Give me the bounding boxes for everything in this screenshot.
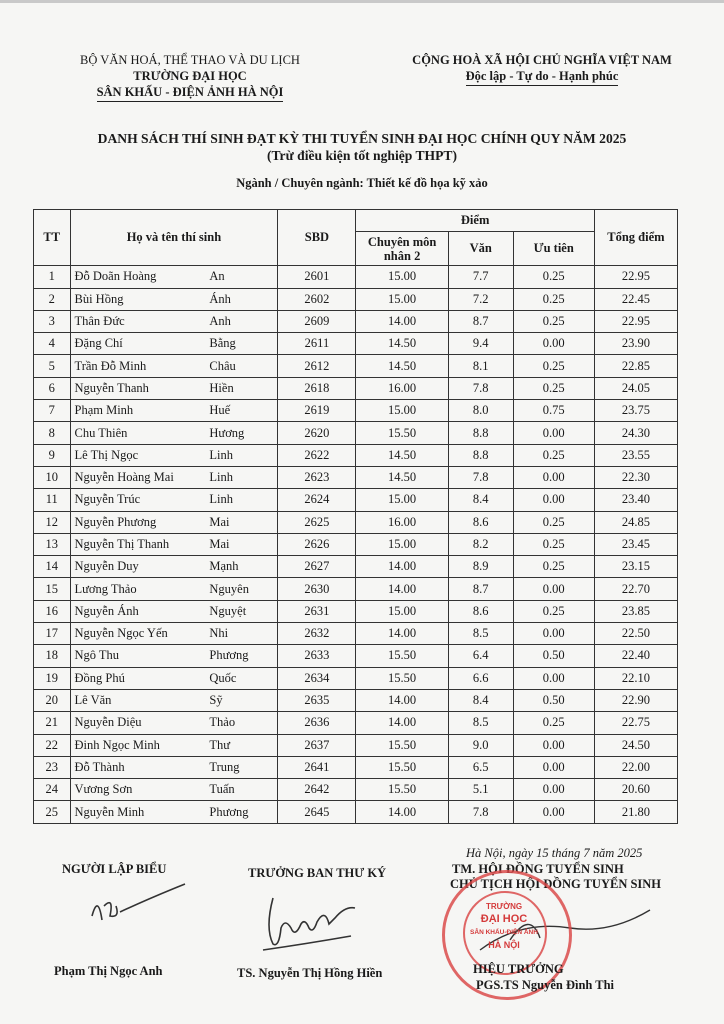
table-row bbox=[34, 266, 678, 288]
table-row bbox=[34, 556, 678, 578]
table-row bbox=[34, 333, 678, 355]
score-chuyen-mon: 16.00 bbox=[356, 511, 448, 533]
candidate-sbd: 2637 bbox=[278, 734, 356, 756]
given-name: Hương bbox=[209, 425, 245, 440]
score-van: 7.8 bbox=[448, 466, 513, 488]
given-name: Bằng bbox=[209, 336, 236, 351]
score-chuyen-mon: 14.00 bbox=[356, 689, 448, 711]
score-van: 8.7 bbox=[448, 578, 513, 600]
score-total: 22.85 bbox=[594, 355, 677, 377]
candidate-sbd: 2641 bbox=[278, 756, 356, 778]
score-total: 24.50 bbox=[594, 734, 677, 756]
family-name: Phạm Minh bbox=[74, 403, 134, 418]
candidate-name bbox=[70, 689, 278, 711]
council-line1: TM. HỘI ĐỒNG TUYỂN SINH bbox=[452, 862, 624, 876]
score-van: 8.9 bbox=[448, 556, 513, 578]
score-van: 8.4 bbox=[448, 489, 513, 511]
row-number: 19 bbox=[34, 667, 71, 689]
given-name: Châu bbox=[209, 358, 236, 373]
document-title bbox=[0, 130, 724, 164]
score-uu-tien: 0.25 bbox=[513, 444, 594, 466]
national-header bbox=[372, 52, 712, 86]
given-name: Phương bbox=[209, 804, 249, 819]
family-name: Đặng Chí bbox=[74, 336, 123, 351]
candidate-sbd: 2630 bbox=[278, 578, 356, 600]
table-row bbox=[34, 511, 678, 533]
score-van: 8.8 bbox=[448, 422, 513, 444]
school-name-line2: SÂN KHẤU - ĐIỆN ẢNH HÀ NỘI bbox=[97, 84, 284, 102]
header-tt: TT bbox=[34, 210, 71, 266]
score-total: 21.80 bbox=[594, 801, 677, 823]
score-uu-tien: 0.25 bbox=[513, 310, 594, 332]
score-van: 7.8 bbox=[448, 801, 513, 823]
row-number: 1 bbox=[34, 266, 71, 288]
table-row bbox=[34, 734, 678, 756]
score-total: 20.60 bbox=[594, 779, 677, 801]
title-main: DANH SÁCH THÍ SINH ĐẠT KỲ THI TUYỂN SINH ĐẠI HỌC CHÍNH QUY NĂM 2025 bbox=[97, 131, 627, 146]
given-name: Linh bbox=[209, 470, 233, 485]
candidate-name bbox=[70, 801, 278, 823]
table-row bbox=[34, 422, 678, 444]
score-total: 22.90 bbox=[594, 689, 677, 711]
score-total: 23.40 bbox=[594, 489, 677, 511]
family-name: Trần Đỗ Minh bbox=[74, 358, 147, 373]
score-van: 8.6 bbox=[448, 600, 513, 622]
header-diem: Điểm bbox=[356, 210, 594, 232]
score-chuyen-mon: 15.00 bbox=[356, 266, 448, 288]
score-total: 23.15 bbox=[594, 556, 677, 578]
candidate-name bbox=[70, 533, 278, 555]
given-name: Mai bbox=[209, 514, 230, 529]
stamp-line4: HÀ NỘI bbox=[488, 940, 520, 950]
score-total: 24.05 bbox=[594, 377, 677, 399]
score-total: 23.55 bbox=[594, 444, 677, 466]
table-row bbox=[34, 623, 678, 645]
score-uu-tien: 0.25 bbox=[513, 355, 594, 377]
candidate-sbd: 2634 bbox=[278, 667, 356, 689]
score-chuyen-mon: 14.00 bbox=[356, 578, 448, 600]
row-number: 18 bbox=[34, 645, 71, 667]
score-uu-tien: 0.25 bbox=[513, 288, 594, 310]
table-row bbox=[34, 712, 678, 734]
score-uu-tien: 0.50 bbox=[513, 689, 594, 711]
candidate-name bbox=[70, 444, 278, 466]
candidate-sbd: 2609 bbox=[278, 310, 356, 332]
table-row bbox=[34, 801, 678, 823]
candidate-sbd: 2631 bbox=[278, 600, 356, 622]
family-name: Lương Thảo bbox=[74, 581, 137, 596]
candidate-sbd: 2632 bbox=[278, 623, 356, 645]
score-total: 22.95 bbox=[594, 266, 677, 288]
score-total: 22.30 bbox=[594, 466, 677, 488]
family-name: Đồng Phú bbox=[74, 670, 125, 685]
title-sub: (Trừ điều kiện tốt nghiệp THPT) bbox=[266, 148, 458, 163]
stamp-line2: ĐẠI HỌC bbox=[480, 913, 528, 925]
given-name: Linh bbox=[209, 492, 233, 507]
row-number: 25 bbox=[34, 801, 71, 823]
candidate-name bbox=[70, 712, 278, 734]
stamp-line3: SÂN KHẤU-ĐIỆN ẢNH bbox=[470, 929, 538, 936]
score-total: 23.45 bbox=[594, 533, 677, 555]
row-number: 6 bbox=[34, 377, 71, 399]
score-van: 6.5 bbox=[448, 756, 513, 778]
candidate-sbd: 2602 bbox=[278, 288, 356, 310]
given-name: An bbox=[209, 269, 225, 284]
family-name: Bùi Hồng bbox=[74, 291, 124, 306]
candidate-sbd: 2633 bbox=[278, 645, 356, 667]
family-name: Nguyễn Thị Thanh bbox=[74, 537, 170, 551]
row-number: 23 bbox=[34, 756, 71, 778]
score-uu-tien: 0.50 bbox=[513, 645, 594, 667]
score-chuyen-mon: 15.00 bbox=[356, 533, 448, 555]
family-name: Lê Thị Ngọc bbox=[74, 447, 139, 462]
score-uu-tien: 0.25 bbox=[513, 712, 594, 734]
candidate-sbd: 2624 bbox=[278, 489, 356, 511]
given-name: Trung bbox=[209, 759, 240, 774]
given-name: Nhi bbox=[209, 626, 229, 641]
family-name: Chu Thiên bbox=[74, 425, 128, 440]
score-chuyen-mon: 14.50 bbox=[356, 466, 448, 488]
council-line2: CHỦ TỊCH HỘI ĐỒNG TUYỂN SINH bbox=[450, 877, 662, 891]
row-number: 14 bbox=[34, 556, 71, 578]
score-van: 8.5 bbox=[448, 623, 513, 645]
score-uu-tien: 0.25 bbox=[513, 533, 594, 555]
score-total: 22.50 bbox=[594, 623, 677, 645]
family-name: Thân Đức bbox=[74, 314, 125, 329]
score-uu-tien: 0.00 bbox=[513, 734, 594, 756]
score-van: 7.7 bbox=[448, 266, 513, 288]
score-uu-tien: 0.00 bbox=[513, 756, 594, 778]
score-chuyen-mon: 15.50 bbox=[356, 779, 448, 801]
preparer-name: Phạm Thị Ngọc Anh bbox=[54, 964, 163, 978]
ministry-name: BỘ VĂN HOÁ, THỂ THAO VÀ DU LỊCH bbox=[80, 53, 300, 67]
family-name: Nguyễn Hoàng Mai bbox=[74, 470, 174, 485]
score-uu-tien: 0.75 bbox=[513, 400, 594, 422]
score-uu-tien: 0.25 bbox=[513, 556, 594, 578]
score-chuyen-mon: 14.00 bbox=[356, 310, 448, 332]
table-row bbox=[34, 400, 678, 422]
given-name: Tuấn bbox=[209, 782, 235, 797]
candidate-name bbox=[70, 756, 278, 778]
row-number: 9 bbox=[34, 444, 71, 466]
secretary-name: TS. Nguyễn Thị Hồng Hiền bbox=[237, 966, 383, 980]
row-number: 24 bbox=[34, 779, 71, 801]
candidate-sbd: 2642 bbox=[278, 779, 356, 801]
candidate-name bbox=[70, 578, 278, 600]
score-chuyen-mon: 14.00 bbox=[356, 623, 448, 645]
candidate-sbd: 2626 bbox=[278, 533, 356, 555]
given-name: Quốc bbox=[209, 670, 237, 685]
candidate-sbd: 2620 bbox=[278, 422, 356, 444]
family-name: Nguyễn Duy bbox=[74, 559, 139, 574]
score-uu-tien: 0.25 bbox=[513, 266, 594, 288]
preparer-role: NGƯỜI LẬP BIỂU bbox=[62, 862, 167, 876]
score-total: 22.40 bbox=[594, 645, 677, 667]
family-name: Đinh Ngọc Minh bbox=[74, 737, 160, 752]
score-uu-tien: 0.00 bbox=[513, 779, 594, 801]
row-number: 8 bbox=[34, 422, 71, 444]
secretary-signature bbox=[255, 878, 375, 958]
header-tong: Tổng điểm bbox=[594, 210, 677, 266]
score-chuyen-mon: 15.50 bbox=[356, 756, 448, 778]
score-van: 5.1 bbox=[448, 779, 513, 801]
score-van: 9.0 bbox=[448, 734, 513, 756]
family-name: Nguyễn Ngọc Yến bbox=[74, 626, 168, 641]
score-total: 22.70 bbox=[594, 578, 677, 600]
candidate-sbd: 2612 bbox=[278, 355, 356, 377]
table-row bbox=[34, 489, 678, 511]
scan-edge bbox=[0, 0, 724, 3]
table-row bbox=[34, 689, 678, 711]
national-motto: Độc lập - Tự do - Hạnh phúc bbox=[466, 68, 619, 86]
family-name: Nguyễn Ánh bbox=[74, 603, 139, 618]
score-uu-tien: 0.25 bbox=[513, 600, 594, 622]
family-name: Đỗ Thành bbox=[74, 759, 125, 774]
candidate-rows bbox=[34, 266, 678, 823]
given-name: Sỹ bbox=[209, 693, 223, 708]
score-uu-tien: 0.00 bbox=[513, 623, 594, 645]
issuer-header bbox=[40, 52, 340, 102]
candidate-sbd: 2619 bbox=[278, 400, 356, 422]
family-name: Vương Sơn bbox=[74, 782, 133, 797]
rector-name: PGS.TS Nguyễn Đình Thi bbox=[476, 978, 615, 992]
family-name: Nguyễn Phương bbox=[74, 514, 157, 529]
score-chuyen-mon: 15.50 bbox=[356, 667, 448, 689]
score-van: 9.4 bbox=[448, 333, 513, 355]
table-row bbox=[34, 310, 678, 332]
score-van: 6.4 bbox=[448, 645, 513, 667]
score-uu-tien: 0.00 bbox=[513, 466, 594, 488]
header-chuyen-mon: Chuyên môn nhân 2 bbox=[356, 232, 448, 266]
header-name: Họ và tên thí sinh bbox=[70, 210, 278, 266]
score-chuyen-mon: 15.50 bbox=[356, 734, 448, 756]
candidate-name bbox=[70, 266, 278, 288]
score-van: 8.1 bbox=[448, 355, 513, 377]
given-name: Thảo bbox=[209, 715, 236, 730]
row-number: 4 bbox=[34, 333, 71, 355]
candidate-name bbox=[70, 600, 278, 622]
table-row bbox=[34, 756, 678, 778]
candidate-name bbox=[70, 489, 278, 511]
score-uu-tien: 0.00 bbox=[513, 422, 594, 444]
family-name: Nguyễn Thanh bbox=[74, 380, 149, 395]
score-van: 8.5 bbox=[448, 712, 513, 734]
stamp-line1: TRƯỜNG bbox=[485, 902, 523, 911]
candidate-name bbox=[70, 310, 278, 332]
given-name: Mai bbox=[209, 537, 230, 551]
table-row bbox=[34, 377, 678, 399]
table-row bbox=[34, 578, 678, 600]
score-chuyen-mon: 15.50 bbox=[356, 422, 448, 444]
given-name: Ánh bbox=[209, 291, 231, 306]
candidate-sbd: 2625 bbox=[278, 511, 356, 533]
header-uu-tien: Ưu tiên bbox=[513, 232, 594, 266]
candidate-name bbox=[70, 355, 278, 377]
candidate-table bbox=[33, 209, 678, 824]
candidate-name bbox=[70, 288, 278, 310]
table-row bbox=[34, 288, 678, 310]
score-total: 23.85 bbox=[594, 600, 677, 622]
row-number: 17 bbox=[34, 623, 71, 645]
score-van: 8.7 bbox=[448, 310, 513, 332]
school-name-line1: TRƯỜNG ĐẠI HỌC bbox=[133, 69, 247, 83]
score-van: 8.6 bbox=[448, 511, 513, 533]
score-total: 24.30 bbox=[594, 422, 677, 444]
score-uu-tien: 0.00 bbox=[513, 489, 594, 511]
family-name: Nguyễn Minh bbox=[74, 804, 145, 819]
score-uu-tien: 0.00 bbox=[513, 333, 594, 355]
given-name: Hiền bbox=[209, 380, 234, 395]
score-uu-tien: 0.25 bbox=[513, 511, 594, 533]
score-chuyen-mon: 14.00 bbox=[356, 712, 448, 734]
score-van: 8.8 bbox=[448, 444, 513, 466]
table-row bbox=[34, 355, 678, 377]
row-number: 10 bbox=[34, 466, 71, 488]
candidate-sbd: 2611 bbox=[278, 333, 356, 355]
table-row bbox=[34, 779, 678, 801]
given-name: Mạnh bbox=[209, 559, 239, 574]
table-row bbox=[34, 600, 678, 622]
score-total: 22.00 bbox=[594, 756, 677, 778]
score-chuyen-mon: 15.50 bbox=[356, 645, 448, 667]
score-total: 22.95 bbox=[594, 310, 677, 332]
row-number: 21 bbox=[34, 712, 71, 734]
candidate-name bbox=[70, 667, 278, 689]
table-row bbox=[34, 533, 678, 555]
candidate-sbd: 2618 bbox=[278, 377, 356, 399]
score-chuyen-mon: 16.00 bbox=[356, 377, 448, 399]
row-number: 12 bbox=[34, 511, 71, 533]
score-total: 22.10 bbox=[594, 667, 677, 689]
score-total: 24.85 bbox=[594, 511, 677, 533]
score-chuyen-mon: 14.50 bbox=[356, 444, 448, 466]
candidate-name bbox=[70, 556, 278, 578]
row-number: 20 bbox=[34, 689, 71, 711]
score-total: 23.75 bbox=[594, 400, 677, 422]
row-number: 13 bbox=[34, 533, 71, 555]
score-total: 23.90 bbox=[594, 333, 677, 355]
row-number: 15 bbox=[34, 578, 71, 600]
header-sbd: SBD bbox=[278, 210, 356, 266]
score-chuyen-mon: 14.50 bbox=[356, 355, 448, 377]
given-name: Anh bbox=[209, 314, 231, 329]
score-chuyen-mon: 15.00 bbox=[356, 489, 448, 511]
given-name: Nguyên bbox=[209, 581, 249, 596]
candidate-sbd: 2635 bbox=[278, 689, 356, 711]
candidate-sbd: 2623 bbox=[278, 466, 356, 488]
given-name: Phương bbox=[209, 648, 249, 663]
table-row bbox=[34, 444, 678, 466]
candidate-sbd: 2636 bbox=[278, 712, 356, 734]
family-name: Lê Văn bbox=[74, 693, 112, 708]
candidate-name bbox=[70, 333, 278, 355]
score-chuyen-mon: 14.00 bbox=[356, 556, 448, 578]
given-name: Nguyệt bbox=[209, 603, 247, 618]
row-number: 3 bbox=[34, 310, 71, 332]
row-number: 7 bbox=[34, 400, 71, 422]
score-uu-tien: 0.00 bbox=[513, 578, 594, 600]
score-chuyen-mon: 15.00 bbox=[356, 400, 448, 422]
score-van: 8.4 bbox=[448, 689, 513, 711]
candidate-name bbox=[70, 377, 278, 399]
candidate-name bbox=[70, 645, 278, 667]
candidate-name bbox=[70, 400, 278, 422]
row-number: 2 bbox=[34, 288, 71, 310]
score-van: 8.2 bbox=[448, 533, 513, 555]
candidate-sbd: 2627 bbox=[278, 556, 356, 578]
major-label: Ngành / Chuyên ngành: Thiết kế đồ họa kỹ xảo bbox=[236, 176, 488, 190]
header-van: Văn bbox=[448, 232, 513, 266]
row-number: 5 bbox=[34, 355, 71, 377]
table-row bbox=[34, 667, 678, 689]
candidate-name bbox=[70, 623, 278, 645]
score-chuyen-mon: 14.50 bbox=[356, 333, 448, 355]
preparer-signature bbox=[80, 876, 200, 936]
rector-role: HIỆU TRƯỞNG bbox=[473, 962, 564, 976]
given-name: Linh bbox=[209, 447, 233, 462]
given-name: Thư bbox=[209, 737, 231, 752]
family-name: Nguyễn Diệu bbox=[74, 715, 142, 730]
table-row bbox=[34, 466, 678, 488]
score-van: 6.6 bbox=[448, 667, 513, 689]
table-row bbox=[34, 645, 678, 667]
candidate-sbd: 2601 bbox=[278, 266, 356, 288]
candidate-sbd: 2645 bbox=[278, 801, 356, 823]
candidate-name bbox=[70, 422, 278, 444]
row-number: 11 bbox=[34, 489, 71, 511]
republic-name: CỘNG HOÀ XÃ HỘI CHỦ NGHĨA VIỆT NAM bbox=[412, 53, 672, 67]
score-total: 22.45 bbox=[594, 288, 677, 310]
score-uu-tien: 0.00 bbox=[513, 667, 594, 689]
family-name: Ngô Thu bbox=[74, 648, 120, 663]
score-chuyen-mon: 14.00 bbox=[356, 801, 448, 823]
family-name: Đỗ Doãn Hoàng bbox=[74, 269, 157, 284]
given-name: Huế bbox=[209, 403, 231, 418]
candidate-name bbox=[70, 779, 278, 801]
score-van: 7.8 bbox=[448, 377, 513, 399]
score-uu-tien: 0.00 bbox=[513, 801, 594, 823]
score-van: 8.0 bbox=[448, 400, 513, 422]
family-name: Nguyễn Trúc bbox=[74, 492, 141, 507]
score-total: 22.75 bbox=[594, 712, 677, 734]
candidate-name bbox=[70, 511, 278, 533]
row-number: 16 bbox=[34, 600, 71, 622]
secretary-role: TRƯỞNG BAN THƯ KÝ bbox=[248, 866, 387, 880]
candidate-name bbox=[70, 466, 278, 488]
score-van: 7.2 bbox=[448, 288, 513, 310]
row-number: 22 bbox=[34, 734, 71, 756]
score-chuyen-mon: 15.00 bbox=[356, 600, 448, 622]
date-place: Hà Nội, ngày 15 tháng 7 năm 2025 bbox=[466, 846, 643, 860]
candidate-name bbox=[70, 734, 278, 756]
score-uu-tien: 0.25 bbox=[513, 377, 594, 399]
score-chuyen-mon: 15.00 bbox=[356, 288, 448, 310]
candidate-sbd: 2622 bbox=[278, 444, 356, 466]
